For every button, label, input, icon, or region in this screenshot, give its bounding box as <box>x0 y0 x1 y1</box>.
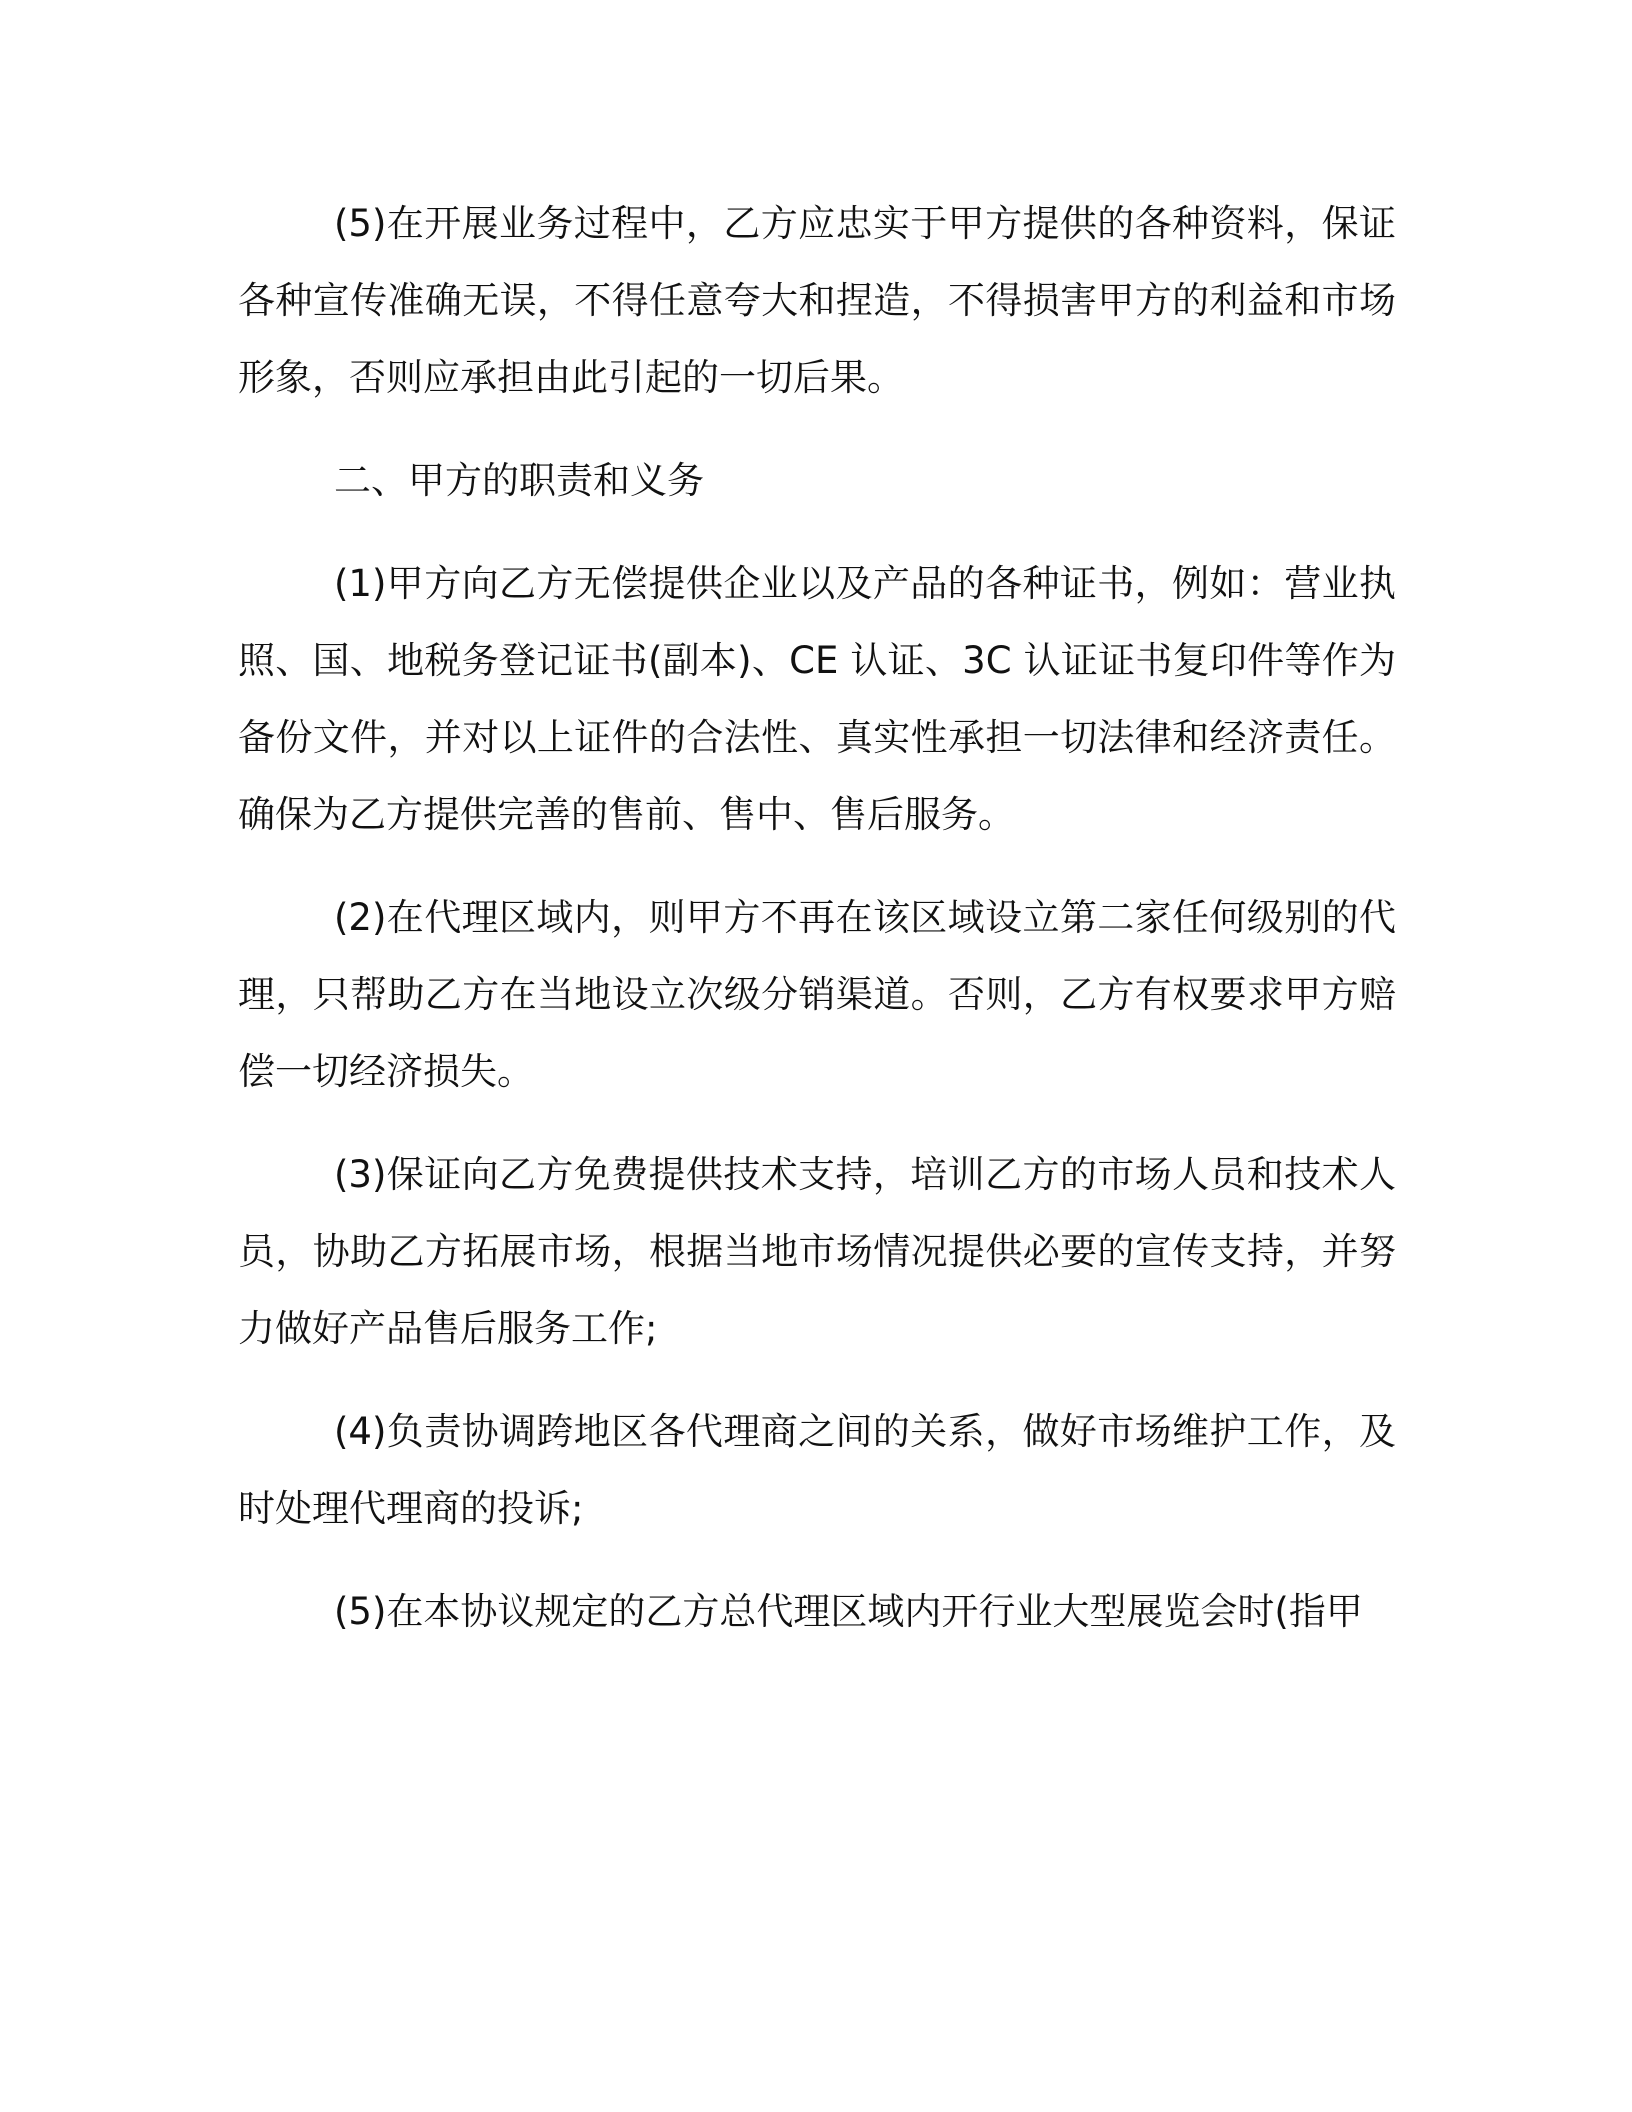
paragraph-party-a-duty-4: (4)负责协调跨地区各代理商之间的关系，做好市场维护工作，及时处理代理商的投诉; <box>238 1410 1396 1530</box>
paragraph-party-b-duty-5: (5)在开展业务过程中，乙方应忠实于甲方提供的各种资料，保证各种宣传准确无误，不得任意夸大和捏造，不得损害甲方的利益和市场形象，否则应承担由此引起的一切后果。 <box>238 202 1396 399</box>
document-body <box>238 185 1396 1650</box>
paragraph-party-a-duty-3: (3)保证向乙方免费提供技术支持，培训乙方的市场人员和技术人员，协助乙方拓展市场，根据当地市场情况提供必要的宣传支持，并努力做好产品售后服务工作; <box>238 1153 1396 1350</box>
paragraph-party-a-duty-2: (2)在代理区域内，则甲方不再在该区域设立第二家任何级别的代理，只帮助乙方在当地设立次级分销渠道。否则，乙方有权要求甲方赔偿一切经济损失。 <box>238 896 1396 1093</box>
section-heading-party-a-duties: 二、甲方的职责和义务 <box>334 459 704 502</box>
paragraph-party-a-duty-1: (1)甲方向乙方无偿提供企业以及产品的各种证书，例如：营业执照、国、地税务登记证书(副本)、CE 认证、3C 认证证书复印件等作为备份文件，并对以上证件的合法性、真实性承担一切法律和经济责任。确保为乙方提供完善的售前、售中、售后服务。 <box>238 562 1396 836</box>
paragraph-party-a-duty-5: (5)在本协议规定的乙方总代理区域内开行业大型展览会时(指甲 <box>334 1590 1363 1633</box>
